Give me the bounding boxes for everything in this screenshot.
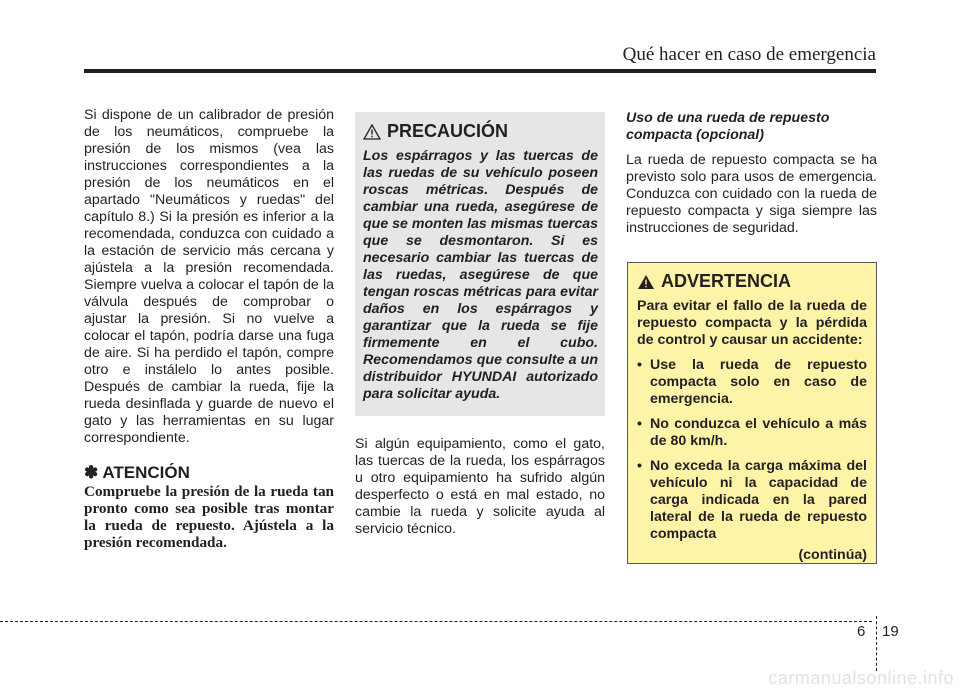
watermark: carmanualsonline.info — [768, 668, 954, 688]
warning-triangle-outline-icon — [363, 124, 381, 140]
compact-spare-paragraph: La rueda de repuesto compacta se ha previsto solo para usos de emergencia. Conduzca con cuidado con la rueda de repuesto compacta y siga siempre las instrucciones de seguridad. — [626, 152, 877, 236]
chapter-number: 6 — [857, 623, 866, 640]
footer-divider — [876, 616, 877, 671]
asterisk-icon: ✽ — [84, 463, 99, 482]
page-header-title: Qué hacer en caso de emergencia — [622, 44, 876, 65]
warning-triangle-filled-icon — [637, 274, 655, 290]
warning-item: • Use la rueda de repuesto compacta solo en caso de emergencia. — [637, 357, 867, 408]
caution-heading-label: PRECAUCIÓN — [387, 121, 509, 141]
equipment-paragraph: Si algún equipamiento, como el gato, las tuercas de la rueda, los espárragos u otro equipamiento ha sufrido algún desperfecto o está en mal estado, no cambie la rueda y solicite ayuda al servicio técnico. — [355, 436, 605, 537]
header-rule — [84, 69, 876, 73]
left-column — [84, 107, 334, 551]
warning-item: • No exceda la carga máxima del vehículo ni la capacidad de carga indicada en la pared lateral de la rueda de repuesto compacta — [637, 458, 867, 543]
footer-rule — [0, 621, 872, 622]
continued-label: (continúa) — [798, 547, 867, 563]
caution-text: Los espárragos y las tuercas de las ruedas de su vehículo poseen roscas métricas. Después de cambiar una rueda, asegúrese de que se monten las mismas tuercas que se desmontaron. Si es necesario cambiar las tuercas de las ruedas, asegúrese de que tengan roscas métricas para evitar daños en los espárragos y garantizar que la rueda se fije firmemente en el cubo. Recomendamos que consulte a un distribuidor HYUNDAI autorizado para solicitar ayuda. — [363, 148, 598, 402]
warning-box — [627, 262, 877, 564]
right-column — [626, 110, 877, 237]
compact-spare-subheading: Uso de una rueda de repuesto compacta (opcional) — [626, 110, 830, 143]
caution-box — [355, 112, 605, 416]
warning-list — [637, 357, 867, 543]
warning-intro: Para evitar el fallo de la rueda de repuesto compacta y la pérdida de control y causar un accidente: — [637, 298, 867, 348]
attention-heading — [84, 464, 334, 481]
attention-text: Compruebe la presión de la rueda tan pronto como sea posible tras montar la rueda de repuesto. Ajústela a la presión recomendada. — [84, 483, 334, 551]
attention-heading-label: ATENCIÓN — [102, 463, 190, 482]
pressure-paragraph: Si dispone de un calibrador de presión de los neumáticos, compruebe la presión de los mismos (vea las instrucciones correspondientes a la presión de los neumáticos en el apartado "Neumáticos y ruedas" del capítulo 8.) Si la presión es inferior a la recomendada, conduzca con cuidado a la estación de servicio más cercana y ajústela a la presión recomendada. Siempre vuelva a colocar el tapón de la válvula después de comprobar o ajustar la presión. Si no vuelve a colocar el tapón, podría darse una fuga de aire. Si ha perdido el tapón, compre otro e instálelo lo antes posible. Después de cambiar la rueda, fije la rueda desinflada y guarde de nuevo el gato y las herramientas en su lugar correspondiente. — [84, 107, 334, 446]
page-number: 19 — [882, 623, 899, 640]
caution-heading — [363, 121, 598, 142]
warning-heading-label: ADVERTENCIA — [661, 271, 792, 291]
warning-item: • No conduzca el vehículo a más de 80 km/h. — [637, 416, 867, 450]
warning-heading — [637, 271, 867, 292]
